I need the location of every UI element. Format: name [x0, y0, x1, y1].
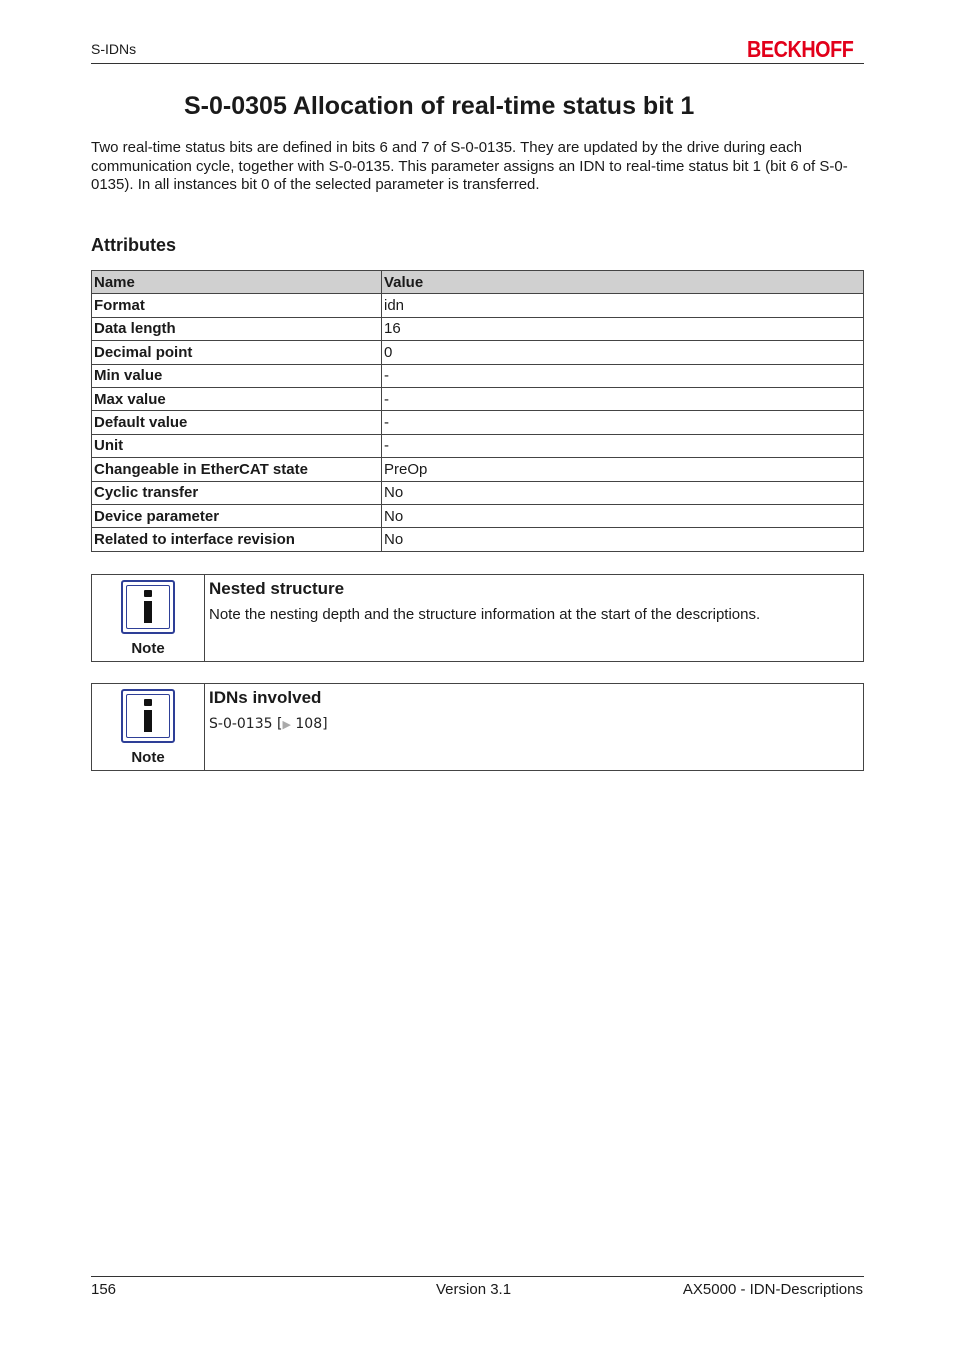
page-title: S-0-0305 Allocation of real-time status bit 1	[184, 92, 695, 120]
table-row	[92, 364, 864, 387]
attribute-name: Related to interface revision	[92, 528, 382, 551]
beckhoff-logo: BECKHOFF	[747, 36, 854, 62]
note-content	[205, 684, 863, 770]
document-version: Version 3.1	[436, 1281, 512, 1298]
attribute-name: Changeable in EtherCAT state	[92, 458, 382, 481]
table-row	[92, 411, 864, 434]
attribute-name: Max value	[92, 387, 382, 410]
footer-divider	[91, 1276, 864, 1277]
attribute-value: 16	[382, 317, 864, 340]
table-row	[92, 481, 864, 504]
attribute-value: -	[382, 387, 864, 410]
attribute-value: No	[382, 528, 864, 551]
table-row	[92, 341, 864, 364]
intro-paragraph: Two real-time status bits are defined in bits 6 and 7 of S-0-0135. They are updated by the drive during each communication cycle, together with S-0-0135. This parameter assigns an IDN to real-time status bit 1 (bit 6 of S-0-0135). In all instances bit 0 of the selected parameter is transferred.	[91, 139, 848, 194]
table-row	[92, 317, 864, 340]
page-arrow-icon: ▶	[282, 718, 291, 731]
table-row	[92, 504, 864, 527]
table-row	[92, 387, 864, 410]
page-number: 156	[91, 1281, 117, 1298]
note-label: Note	[131, 640, 165, 657]
header-section-label: S-IDNs	[91, 41, 137, 57]
info-icon	[121, 689, 175, 743]
column-header-name: Name	[92, 271, 382, 294]
attributes-table	[91, 270, 864, 552]
table-header-row	[92, 271, 864, 294]
column-header-value: Value	[382, 271, 864, 294]
note-content	[205, 575, 863, 661]
table-row	[92, 528, 864, 551]
attribute-name: Decimal point	[92, 341, 382, 364]
note-icon-cell	[92, 684, 205, 770]
table-row	[92, 434, 864, 457]
note-text: Note the nesting depth and the structure information at the start of the descriptions.	[209, 606, 761, 623]
idn-link-text: S-0-0135	[209, 716, 273, 732]
note-box-nested-structure	[91, 574, 864, 662]
attribute-value: -	[382, 364, 864, 387]
attribute-name: Unit	[92, 434, 382, 457]
note-title: IDNs involved	[209, 688, 322, 707]
table-row	[92, 294, 864, 317]
note-label: Note	[131, 749, 165, 766]
attribute-value: idn	[382, 294, 864, 317]
document-title: AX5000 - IDN-Descriptions	[682, 1281, 863, 1298]
note-box-idns-involved	[91, 683, 864, 771]
attribute-value: -	[382, 411, 864, 434]
note-icon-cell	[92, 575, 205, 661]
table-row	[92, 458, 864, 481]
attribute-value: No	[382, 504, 864, 527]
attribute-name: Data length	[92, 317, 382, 340]
idn-link-page: 108	[295, 716, 323, 732]
info-icon	[121, 580, 175, 634]
attribute-value: 0	[382, 341, 864, 364]
attribute-value: PreOp	[382, 458, 864, 481]
attribute-name: Min value	[92, 364, 382, 387]
attribute-value: -	[382, 434, 864, 457]
attribute-value: No	[382, 481, 864, 504]
attribute-name: Format	[92, 294, 382, 317]
attribute-name: Device parameter	[92, 504, 382, 527]
attribute-name: Default value	[92, 411, 382, 434]
attributes-heading: Attributes	[91, 235, 176, 255]
attribute-name: Cyclic transfer	[92, 481, 382, 504]
idn-cross-reference-link[interactable]: S-0-0135 [▶ 108]	[209, 716, 328, 732]
header-divider	[91, 63, 864, 64]
note-title: Nested structure	[209, 579, 345, 598]
